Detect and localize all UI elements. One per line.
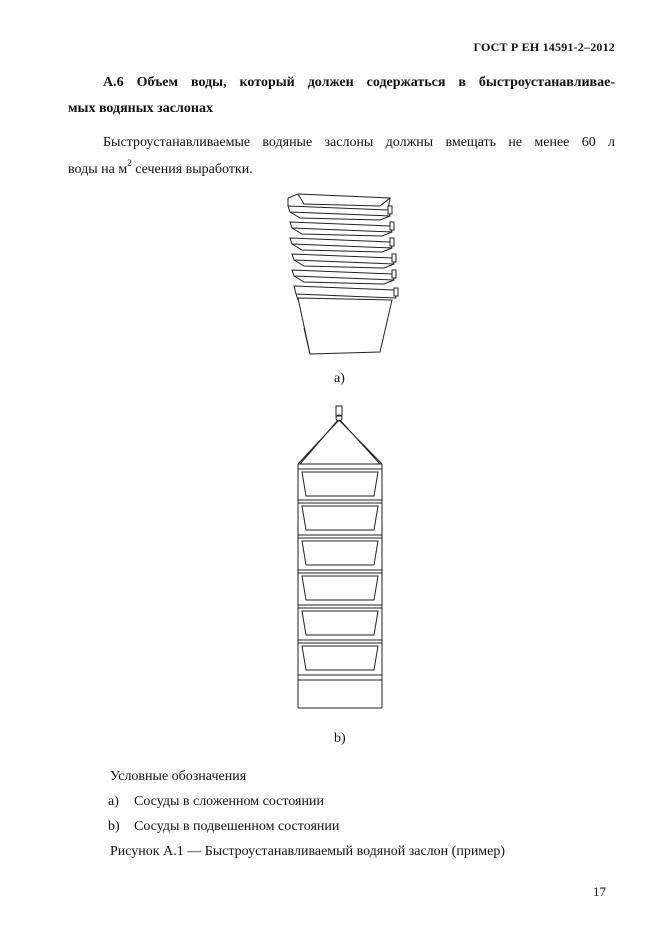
- legend-item-text: Сосуды в подвешенном состоянии: [134, 819, 340, 834]
- hanger-hook: [336, 406, 342, 421]
- figure-a-folded-containers: [280, 188, 405, 358]
- container-rims: [288, 206, 396, 300]
- section-title: [68, 70, 615, 122]
- body-line-1: Быстроустанавливаемые водяные заслоны должны вмещать не менее 60 л: [103, 135, 615, 150]
- legend-title: Условные обозначения: [110, 769, 247, 784]
- legend-item: [108, 814, 505, 839]
- suspended-cups: [298, 464, 382, 708]
- body-superscript: 2: [127, 158, 132, 169]
- legend-item-mark: а): [108, 794, 119, 809]
- document-number: ГОСТ Р ЕН 14591-2–2012: [473, 40, 615, 54]
- body-line-2-start: воды на м: [68, 162, 128, 177]
- legend-item-mark: b): [108, 819, 120, 834]
- legend-item: [108, 789, 505, 814]
- figure-legend: [110, 764, 505, 864]
- figure-title: Рисунок А.1 — Быстроустанавливаемый водяной заслон (пример): [110, 844, 506, 859]
- page-number: 17: [593, 884, 606, 899]
- section-title-line-1: А.6 Объем воды, который должен содержаться в быстроустанавливае-: [103, 75, 615, 90]
- legend-item-text: Сосуды в сложенном состоянии: [134, 794, 324, 809]
- body-line-2-end: сечения выработки.: [131, 162, 253, 177]
- figure-b-caption: b): [334, 731, 346, 746]
- section-title-line-2: мых водяных заслонах: [68, 101, 213, 116]
- figure-a-caption: а): [334, 371, 345, 386]
- side-tabs: [388, 206, 398, 296]
- suspension-cords: [298, 420, 382, 464]
- body-paragraph: [68, 129, 615, 183]
- figure-b-suspended-containers: [294, 402, 388, 710]
